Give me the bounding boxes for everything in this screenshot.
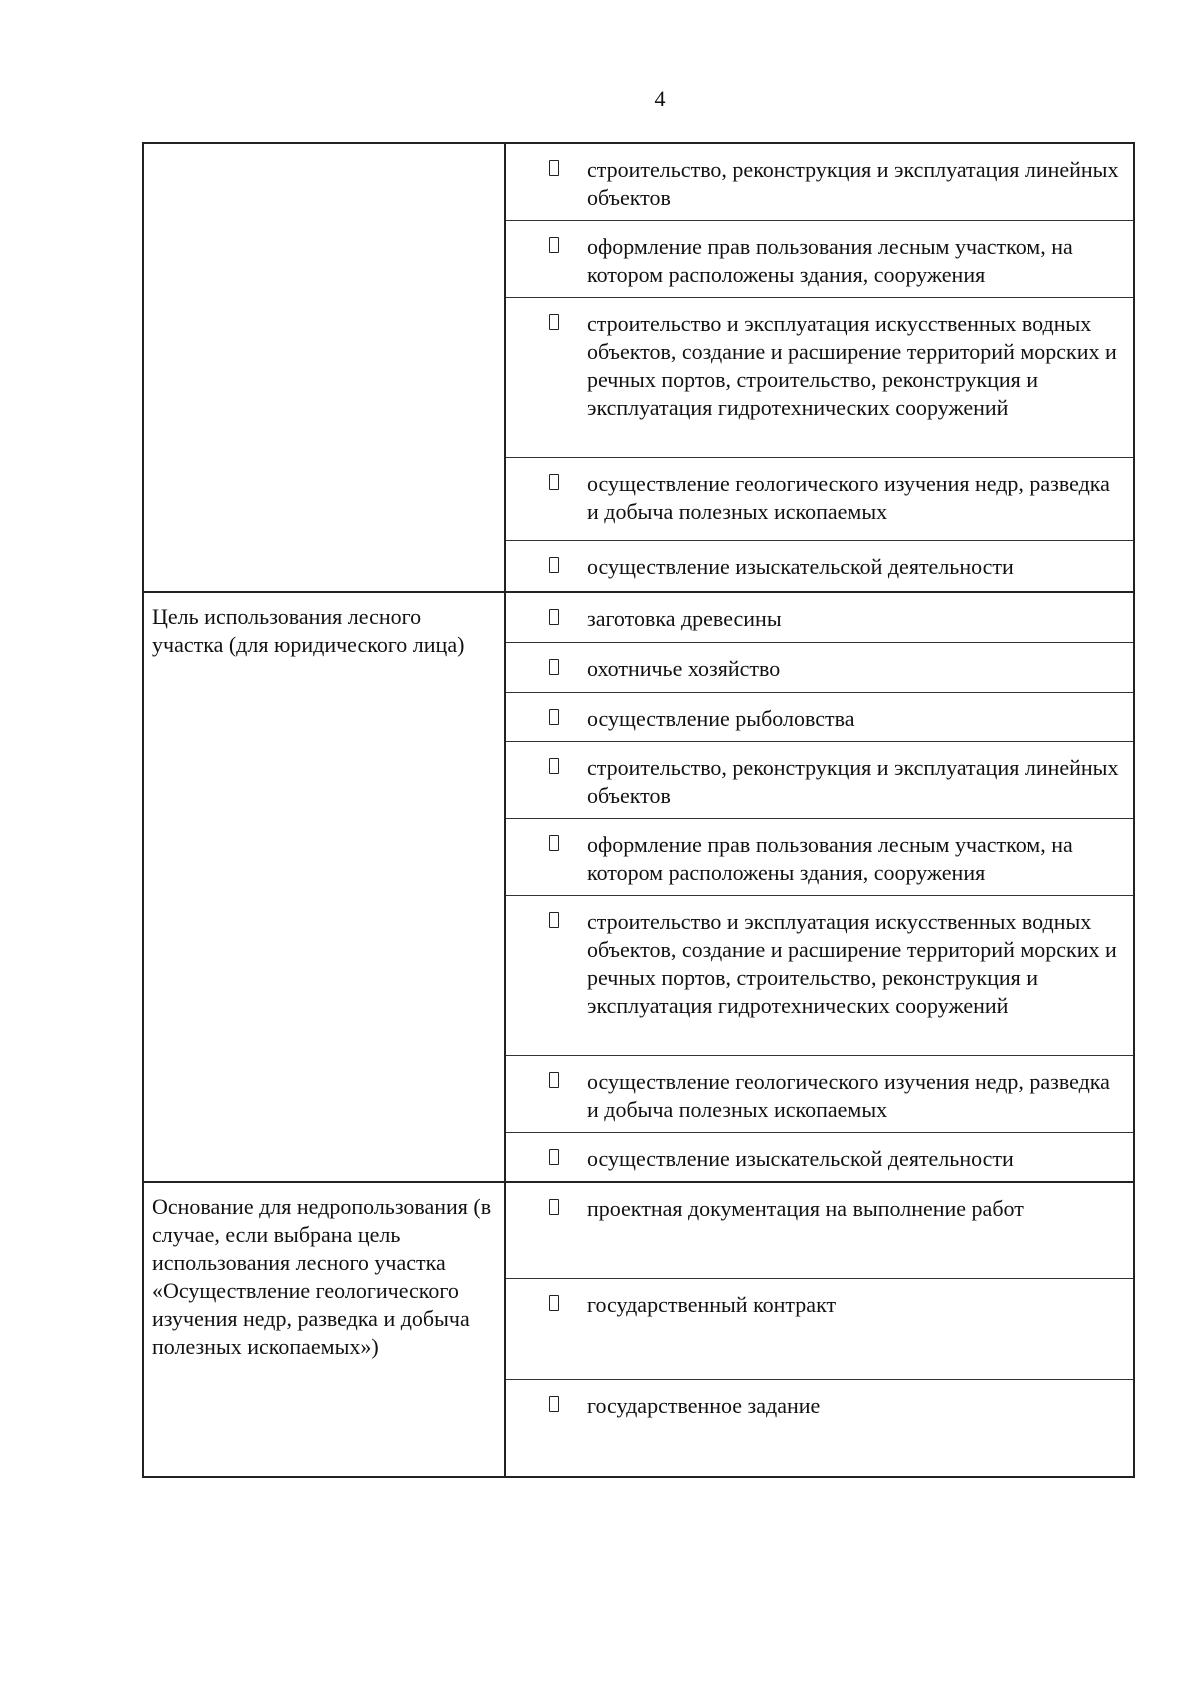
option-row[interactable] [506, 1278, 1133, 1379]
option-row[interactable] [506, 1379, 1133, 1476]
checkbox[interactable] [549, 314, 559, 330]
options-list [506, 144, 1133, 591]
option-label: заготовка древесины [587, 606, 782, 631]
option-row[interactable] [506, 144, 1133, 220]
checkbox[interactable] [549, 709, 559, 725]
option-row[interactable] [506, 741, 1133, 818]
option-row[interactable] [506, 1055, 1133, 1132]
option-label: осуществление рыболовства [587, 706, 855, 731]
option-label: проектная документация на выполнение работ [587, 1196, 1024, 1221]
checkbox[interactable] [549, 1396, 559, 1412]
checkbox[interactable] [549, 1199, 559, 1215]
option-label: строительство и эксплуатация искусственных водных объектов, создание и расширение территорий морских и речных портов, строительство, реконструкция и эксплуатация гидротехнических сооружений [587, 909, 1117, 1018]
form-table [142, 142, 1135, 1478]
option-label: осуществление изыскательской деятельности [587, 554, 1014, 579]
option-label: осуществление изыскательской деятельности [587, 1146, 1014, 1171]
option-row[interactable] [506, 1183, 1133, 1278]
checkbox[interactable] [549, 237, 559, 253]
checkbox[interactable] [549, 474, 559, 490]
checkbox[interactable] [549, 1072, 559, 1088]
checkbox[interactable] [549, 912, 559, 928]
checkbox[interactable] [549, 609, 559, 625]
section-label: Основание для недропользования (в случае, если выбрана цель использования лесного участка «Осуществление геологического изучения недр, разведка и добыча полезных ископаемых») [144, 1183, 506, 1476]
options-list [506, 1183, 1133, 1476]
page-number: 4 [654, 86, 666, 111]
option-row[interactable] [506, 895, 1133, 1055]
checkbox[interactable] [549, 758, 559, 774]
section-label [144, 144, 506, 591]
section-label: Цель использования лесного участка (для юридического лица) [144, 593, 506, 1181]
option-label: строительство, реконструкция и эксплуатация линейных объектов [587, 755, 1119, 808]
option-row[interactable] [506, 220, 1133, 297]
option-row[interactable] [506, 1132, 1133, 1181]
option-row[interactable] [506, 457, 1133, 540]
option-row[interactable] [506, 818, 1133, 895]
option-row[interactable] [506, 593, 1133, 642]
checkbox[interactable] [549, 1149, 559, 1165]
section-subsoil-basis [144, 1181, 1133, 1476]
checkbox[interactable] [549, 659, 559, 675]
options-list [506, 593, 1133, 1181]
option-row[interactable] [506, 540, 1133, 591]
option-row[interactable] [506, 297, 1133, 457]
option-label: осуществление геологического изучения недр, разведка и добыча полезных ископаемых [587, 1069, 1110, 1122]
checkbox[interactable] [549, 160, 559, 176]
option-label: оформление прав пользования лесным участком, на котором расположены здания, сооружения [587, 832, 1073, 885]
section-continued-purposes [144, 144, 1133, 591]
option-label: государственный контракт [587, 1292, 837, 1317]
section-purpose-legal-entity [144, 591, 1133, 1181]
option-label: строительство, реконструкция и эксплуатация линейных объектов [587, 157, 1119, 210]
checkbox[interactable] [549, 557, 559, 573]
checkbox[interactable] [549, 835, 559, 851]
option-label: оформление прав пользования лесным участком, на котором расположены здания, сооружения [587, 234, 1073, 287]
option-row[interactable] [506, 642, 1133, 692]
option-label: охотничье хозяйство [587, 656, 781, 681]
option-label: государственное задание [587, 1393, 821, 1418]
option-label: осуществление геологического изучения недр, разведка и добыча полезных ископаемых [587, 471, 1110, 524]
option-row[interactable] [506, 692, 1133, 741]
checkbox[interactable] [549, 1295, 559, 1311]
option-label: строительство и эксплуатация искусственных водных объектов, создание и расширение территорий морских и речных портов, строительство, реконструкция и эксплуатация гидротехнических сооружений [587, 311, 1117, 420]
